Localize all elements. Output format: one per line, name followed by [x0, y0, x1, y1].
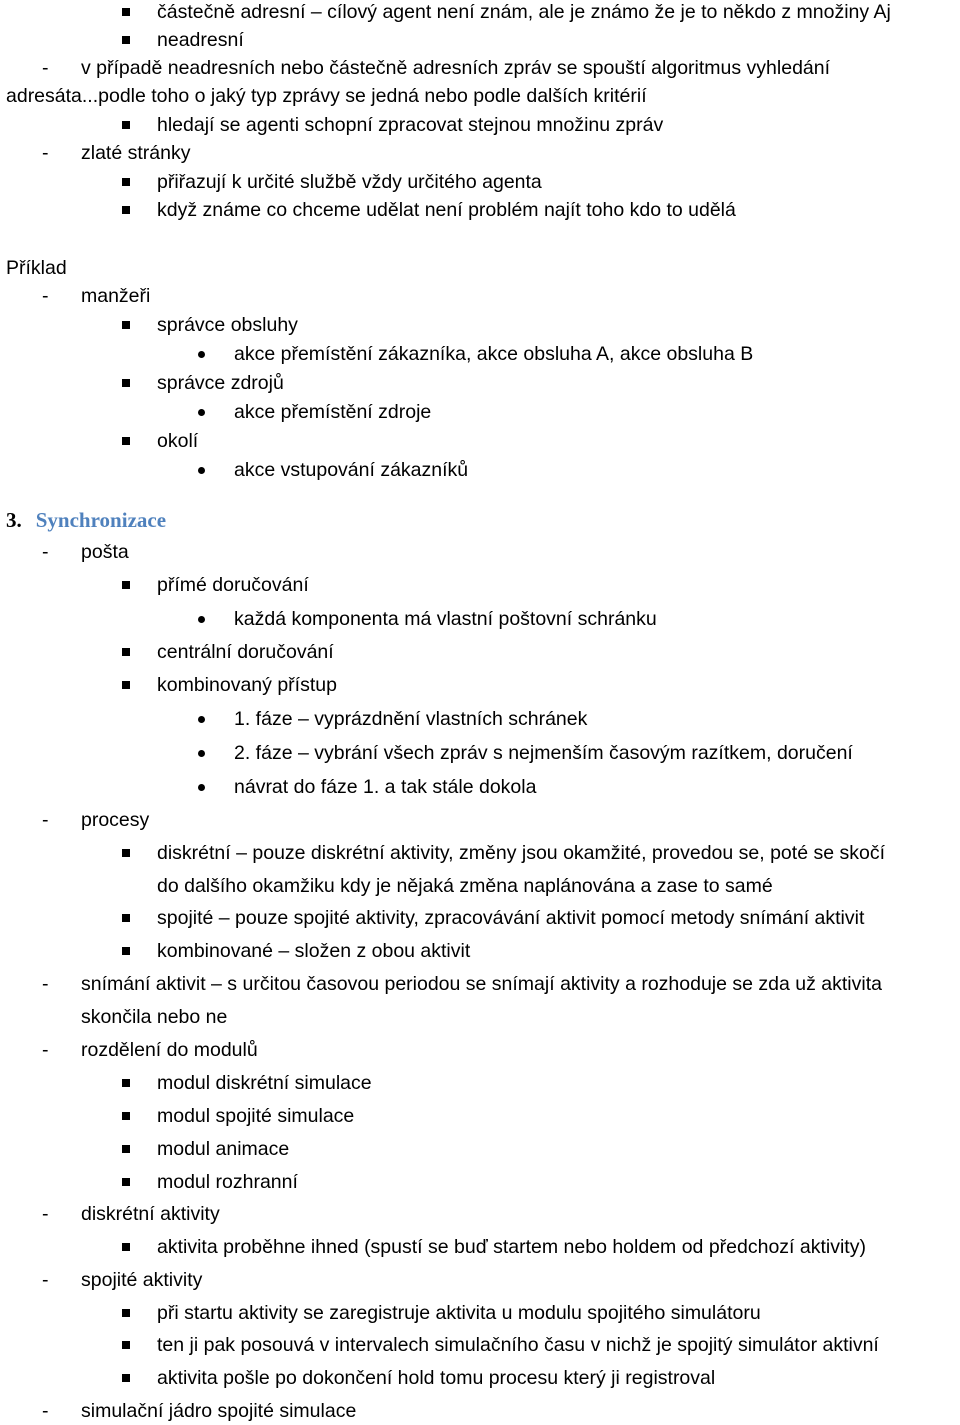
- dash-bullet: -: [42, 809, 49, 831]
- dash-bullet: -: [42, 142, 49, 164]
- list-item-text: přiřazují k určité službě vždy určitého agenta: [157, 171, 542, 193]
- list-item-text: do dalšího okamžiku kdy je nějaká změna naplánována a zase to samé: [157, 875, 773, 897]
- list-item-text: centrální doručování: [157, 641, 334, 663]
- square-bullet-icon: [122, 1341, 130, 1349]
- list-item-text: 2. fáze – vybrání všech zpráv s nejmenším časovým razítkem, doručení: [234, 742, 853, 764]
- round-bullet-icon: [198, 616, 205, 623]
- square-bullet-icon: [122, 1178, 130, 1186]
- dash-bullet: -: [42, 973, 49, 995]
- section-title: Synchronizace: [35, 508, 167, 532]
- square-bullet-icon: [122, 1243, 130, 1251]
- list-item-text: kombinované – složen z obou aktivit: [157, 940, 471, 962]
- list-item-text: kombinovaný přístup: [157, 674, 337, 696]
- list-item-text: diskrétní aktivity: [81, 1203, 220, 1225]
- round-bullet-icon: [198, 750, 205, 757]
- dash-bullet: -: [42, 1400, 49, 1422]
- list-item-text: aktivita pošle po dokončení hold tomu procesu který ji registroval: [157, 1367, 716, 1389]
- square-bullet-icon: [122, 321, 130, 329]
- list-item-text: když známe co chceme udělat není problém najít toho kdo to udělá: [157, 199, 736, 221]
- list-item-text: 1. fáze – vyprázdnění vlastních schránek: [234, 708, 588, 730]
- list-item-text: neadresní: [157, 29, 244, 51]
- square-bullet-icon: [122, 1309, 130, 1317]
- list-item-text: simulační jádro spojité simulace: [81, 1400, 357, 1422]
- list-item-text: ten ji pak posouvá v intervalech simulačního času v nichž je spojitý simulátor aktivní: [157, 1334, 879, 1356]
- dash-bullet: -: [42, 285, 49, 307]
- dash-bullet: -: [42, 57, 49, 79]
- list-item-text: každá komponenta má vlastní poštovní schránku: [234, 608, 657, 630]
- list-item-text: modul animace: [157, 1138, 290, 1160]
- list-item-text: skončila nebo ne: [81, 1006, 228, 1028]
- dash-bullet: -: [42, 1039, 49, 1061]
- square-bullet-icon: [122, 648, 130, 656]
- list-item-text: přímé doručování: [157, 574, 309, 596]
- list-item-text: modul diskrétní simulace: [157, 1072, 372, 1094]
- section-number: 3.: [6, 508, 22, 532]
- list-item-text: akce vstupování zákazníků: [234, 459, 469, 481]
- list-item-text: pošta: [81, 541, 129, 563]
- square-bullet-icon: [122, 121, 130, 129]
- square-bullet-icon: [122, 1374, 130, 1382]
- list-item-text: Příklad: [6, 257, 67, 279]
- list-item-text: diskrétní – pouze diskrétní aktivity, změny jsou okamžité, provedou se, poté se skočí: [157, 842, 885, 864]
- list-item-text: správce obsluhy: [157, 314, 298, 336]
- list-item-text: procesy: [81, 809, 150, 831]
- square-bullet-icon: [122, 437, 130, 445]
- list-item-text: spojité aktivity: [81, 1269, 203, 1291]
- list-item-text: rozdělení do modulů: [81, 1039, 258, 1061]
- round-bullet-icon: [198, 351, 205, 358]
- dash-bullet: -: [42, 1203, 49, 1225]
- square-bullet-icon: [122, 581, 130, 589]
- round-bullet-icon: [198, 716, 205, 723]
- list-item-text: modul spojité simulace: [157, 1105, 355, 1127]
- square-bullet-icon: [122, 8, 130, 16]
- square-bullet-icon: [122, 1145, 130, 1153]
- list-item-text: spojité – pouze spojité aktivity, zpracovávání aktivit pomocí metody snímání aktivit: [157, 907, 865, 929]
- list-item-text: snímání aktivit – s určitou časovou periodou se snímají aktivity a rozhoduje se zda už aktivita: [81, 973, 882, 995]
- square-bullet-icon: [122, 1112, 130, 1120]
- list-item-text: aktivita proběhne ihned (spustí se buď startem nebo holdem od předchozí aktivity): [157, 1236, 866, 1258]
- square-bullet-icon: [122, 849, 130, 857]
- round-bullet-icon: [198, 784, 205, 791]
- square-bullet-icon: [122, 947, 130, 955]
- round-bullet-icon: [198, 467, 205, 474]
- section-heading: [6, 507, 166, 533]
- dash-bullet: -: [42, 1269, 49, 1291]
- list-item-text: akce přemístění zákazníka, akce obsluha A, akce obsluha B: [234, 343, 754, 365]
- list-item-text: adresáta...podle toho o jaký typ zprávy se jedná nebo podle dalších kritérií: [6, 85, 647, 107]
- square-bullet-icon: [122, 1079, 130, 1087]
- list-item-text: manžeři: [81, 285, 151, 307]
- square-bullet-icon: [122, 206, 130, 214]
- list-item-text: částečně adresní – cílový agent není znám, ale je známo že je to někdo z množiny Aj: [157, 1, 891, 23]
- list-item-text: hledají se agenti schopní zpracovat stejnou množinu zpráv: [157, 114, 664, 136]
- list-item-text: zlaté stránky: [81, 142, 191, 164]
- square-bullet-icon: [122, 914, 130, 922]
- square-bullet-icon: [122, 681, 130, 689]
- round-bullet-icon: [198, 409, 205, 416]
- list-item-text: akce přemístění zdroje: [234, 401, 432, 423]
- list-item-text: modul rozhranní: [157, 1171, 298, 1193]
- list-item-text: návrat do fáze 1. a tak stále dokola: [234, 776, 537, 798]
- list-item-text: správce zdrojů: [157, 372, 284, 394]
- list-item-text: v případě neadresních nebo částečně adresních zpráv se spouští algoritmus vyhledání: [81, 57, 831, 79]
- list-item-text: při startu aktivity se zaregistruje aktivita u modulu spojitého simulátoru: [157, 1302, 761, 1324]
- square-bullet-icon: [122, 36, 130, 44]
- square-bullet-icon: [122, 178, 130, 186]
- square-bullet-icon: [122, 379, 130, 387]
- dash-bullet: -: [42, 541, 49, 563]
- list-item-text: okolí: [157, 430, 199, 452]
